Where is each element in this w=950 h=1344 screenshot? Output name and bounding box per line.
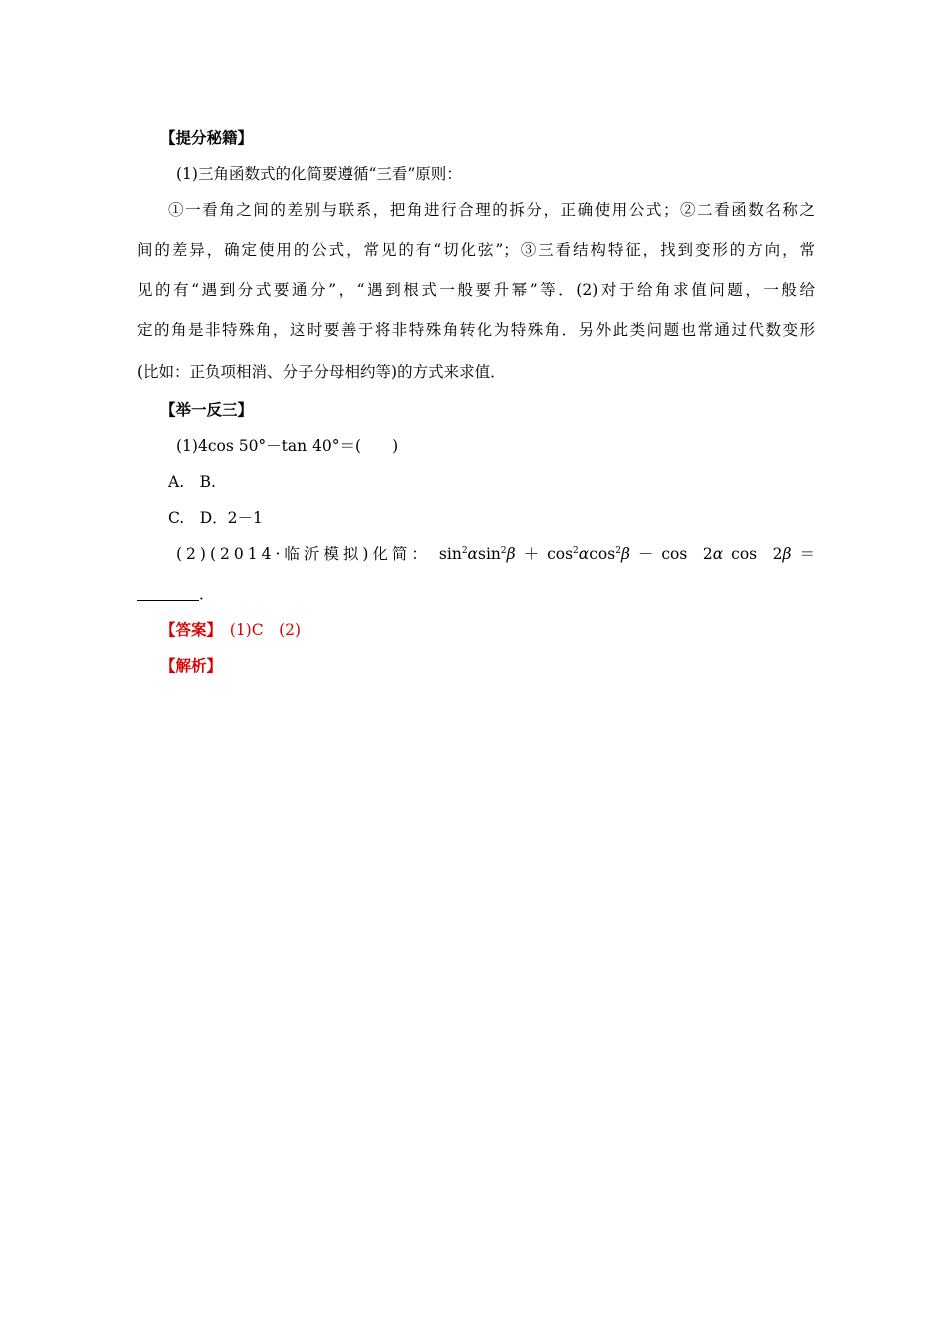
tips-paragraph-2-line-2: 间的差异，确定使用的公式，常见的有“切化弦”；③三看结构特征，找到变形的方向，常 — [137, 241, 815, 259]
question-2-line-1 — [176, 544, 815, 564]
question-1-options-ab: A. B. — [168, 473, 216, 491]
question-2-term-3: cos 2α — [661, 545, 724, 563]
question-2-term-2: $\cos^2\alpha\cos^2\beta$ — [547, 545, 630, 563]
analysis-label: 【解析】 — [160, 656, 223, 675]
question-2-prefix: (2)(2014·临沂模拟)化简： — [176, 545, 431, 563]
tips-paragraph-2-line-1: ①一看角之间的差别与联系，把角进行合理的拆分，正确使用公式；②二看函数名称之 — [168, 201, 815, 219]
tips-paragraph-2-line-4: 定的角是非特殊角，这时要善于将非特殊角转化为特殊角．另外此类问题也常通过代数变形 — [137, 321, 815, 339]
answer-text: (1)C (2) — [214, 621, 302, 639]
answer-blank — [137, 586, 199, 601]
question-1: (1)4cos 50°－tan 40°＝( ) — [176, 437, 399, 455]
question-1-options-cd: C. D．2－1 — [168, 509, 263, 527]
question-2-term-1: $\sin^2\alpha\sin^2\beta$ — [438, 545, 516, 563]
tips-paragraph-2-line-3: 见的有“遇到分式要通分”，“遇到根式一般要升幂”等．(2)对于给角求值问题，一般给 — [137, 281, 815, 299]
practice-heading: 【举一反三】 — [160, 400, 254, 419]
tips-paragraph-1: (1)三角函数式的化简要遵循“三看”原则： — [176, 165, 462, 183]
minus-sign: － — [637, 545, 654, 563]
question-2-end: ． — [199, 585, 215, 603]
question-2-term-4: cos 2β — [731, 545, 792, 563]
answer-line — [160, 620, 838, 640]
answer-label: 【答案】 — [160, 620, 215, 639]
plus-sign: ＋ — [523, 545, 540, 563]
tips-paragraph-2-line-5: (比如：正负项相消、分子分母相约等)的方式来求值． — [137, 363, 506, 381]
equals-sign: ＝ — [799, 545, 815, 563]
question-2-line-2 — [137, 584, 815, 604]
tips-heading: 【提分秘籍】 — [160, 128, 254, 147]
